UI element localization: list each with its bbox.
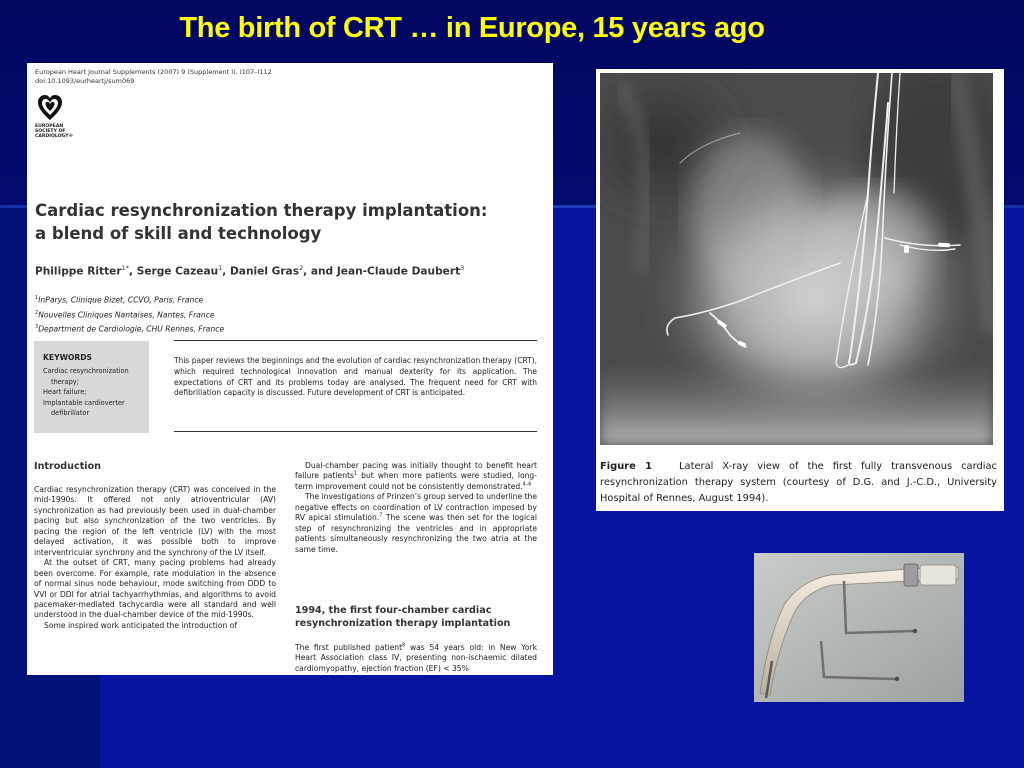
esc-logo (35, 94, 74, 139)
author-list (35, 264, 464, 278)
paragraph: At the outset of CRT, many pacing problems had already been overcome. For example, rate modulation in the absence of normal sinus node behaviour, mode switching from DDD to VVI or DDI for atrial tachyarrhythmias, and algorithms to avoid pacemaker-mediated tachycardia were all standard and well understood in the dual-chamber device of the mid-1990s. (34, 558, 276, 620)
logo-line: CARDIOLOGY® (35, 134, 74, 139)
logo-line: SOCIETY OF (35, 129, 66, 134)
abstract-top-rule (174, 340, 537, 341)
figure-caption (600, 459, 997, 507)
text-run: The investigations of Prinzen’s group served to underline the negative effects on coordination of LV contraction imposed by RV apical stimulation. (295, 492, 538, 523)
abstract (174, 356, 537, 399)
author-name: Jean-Claude Daubert (336, 265, 461, 278)
keywords-heading: KEYWORDS (43, 353, 93, 362)
section-2-text (295, 643, 537, 674)
keyword: Implantable cardioverter (43, 398, 125, 407)
xray-figure (596, 69, 1004, 511)
citation-mark: 8 (402, 642, 406, 649)
author-name: Serge Cazeau (136, 265, 219, 278)
right-column (295, 461, 537, 555)
article-title-line-1: Cardiac resynchronization therapy implantation: (35, 201, 488, 220)
affiliation-text: Nouvelles Cliniques Nantaises, Nantes, France (38, 310, 215, 320)
figure-caption-text: Lateral X-ray view of the first fully transvenous cardiac resynchronization therapy system (courtesy of D.G. and J.-C.D., University Hospital of Rennes, August 1994). (600, 461, 997, 504)
author-affiliation-mark: 1* (121, 264, 129, 272)
keyword: therapy; (51, 377, 79, 386)
citation-mark: 1 (353, 470, 358, 477)
journal-doi: doi:10.1093/eurheartj/sum069 (35, 77, 135, 85)
author-separator: , (222, 265, 231, 278)
keywords-box (34, 341, 149, 433)
paragraph (295, 643, 537, 674)
esc-logo-text (35, 124, 75, 139)
introduction-heading: Introduction (34, 461, 101, 472)
affiliation-mark: 2 (35, 309, 39, 316)
affiliation-list (35, 292, 224, 336)
article-title-line-2: a blend of skill and technology (35, 224, 322, 243)
section-2-heading (295, 604, 510, 630)
journal-citation (35, 68, 272, 86)
text-run: but when more patients were studied, long-term improvement could not be consistently demonstrated. (295, 471, 537, 491)
paragraph (295, 461, 537, 492)
affiliation-text: Department de Cardiologie, CHU Rennes, France (38, 324, 225, 334)
author-separator: , (128, 265, 137, 278)
catheter-photo (754, 553, 964, 702)
keyword: defibrillator (51, 409, 90, 417)
keyword: Heart failure; (43, 388, 87, 396)
left-column (34, 485, 276, 631)
text-run: The first published patient (295, 643, 403, 652)
author-name: Philippe Ritter (35, 265, 122, 278)
affiliation-mark: 1 (35, 295, 39, 301)
affiliation (35, 307, 224, 322)
keyword: Cardiac resynchronization (43, 367, 129, 375)
abstract-text: This paper reviews the beginnings and the evolution of cardiac resynchronization therapy (CRT), which required technological innovation and manual dexterity for its application. The expectations of CRT and its problems today are analysed. The frequent need for CRT with defibrillation capacity is discussed. Future development of CRT is anticipated. (174, 356, 537, 398)
xray-image (600, 73, 993, 445)
affiliation-text: InParys, Clinique Bizet, CCVO, Paris, France (38, 295, 204, 305)
article-title (35, 199, 535, 245)
affiliation (35, 292, 224, 307)
affiliation (35, 321, 224, 336)
paragraph: Cardiac resynchronization therapy (CRT) was conceived in the mid-1990s. It offered not only atrioventricular (AV) synchronization as had previously been used in dual-chamber pacing but also synchronization of the two ventricles. By pacing the region of the left ventricle (LV) with the most delayed activation, it was possible both to improve interventricular synchrony and the synchrony of the LV itself. (34, 485, 276, 557)
citation-mark: 7 (379, 512, 383, 519)
logo-line: EUROPEAN (35, 124, 64, 129)
keywords-list (43, 366, 129, 419)
heart-logo-icon (37, 94, 63, 122)
slide-title: The birth of CRT … in Europe, 15 years ago (179, 12, 765, 44)
section-heading-line: resynchronization therapy implantation (295, 618, 511, 629)
paragraph: Some inspired work anticipated the introduction of (44, 620, 238, 630)
text-run: was 54 years old: in New York Heart Association class IV, presenting non-ischaemic dilated cardiomyopathy, ejection fraction (EF) < 35% (295, 643, 537, 673)
text-run: Dual-chamber pacing was initially thought to benefit heart failure patients (295, 461, 537, 481)
section-heading-line: 1994, the first four-chamber cardiac (295, 605, 492, 616)
author-separator: , and (303, 265, 337, 278)
affiliation-mark: 3 (35, 324, 39, 331)
author-name: Daniel Gras (230, 265, 300, 278)
text-run: The scene was then set for the logical step of resynchronizing the ventricles and in appropriate patients simultaneously resynchronizing the two atria at the same time. (295, 513, 537, 554)
abstract-bottom-rule (174, 431, 537, 432)
author-affiliation-mark: 3 (460, 264, 465, 272)
author-affiliation-mark: 1 (218, 264, 223, 272)
citation-mark: 4–6 (522, 481, 532, 488)
paragraph (295, 492, 537, 555)
journal-line-1: European Heart Journal Supplements (2007) 9 (Supplement I), I107–I112 (35, 68, 272, 76)
paper-page (27, 63, 553, 675)
author-affiliation-mark: 2 (299, 264, 304, 272)
figure-label: Figure 1 (600, 461, 652, 472)
